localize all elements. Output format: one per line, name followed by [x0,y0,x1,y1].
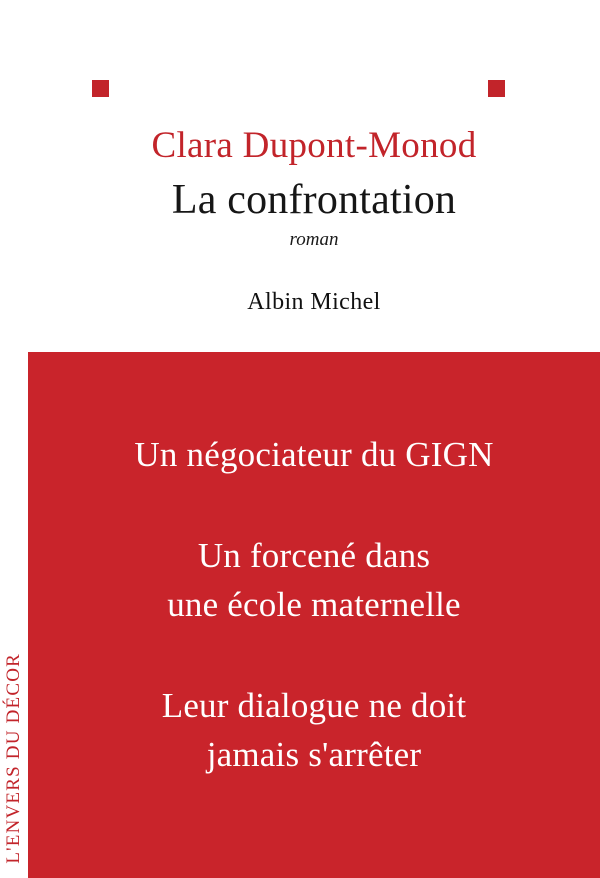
genre-label: roman [289,229,339,250]
blurb-line: Un négociateur du GIGN [134,435,494,474]
author-name: Clara Dupont-Monod [151,125,477,166]
publisher-name: Albin Michel [247,289,381,315]
collection-label: L'ENVERS DU DÉCOR [3,653,24,864]
decorative-square-right [488,80,505,97]
collection-spine-band [0,0,28,878]
cover-top-section [0,0,600,352]
blurb-block [134,430,493,479]
blurb-line: Leur dialogue ne doit [161,686,467,725]
blurb-line: jamais s'arrêter [206,735,422,774]
book-title: La confrontation [171,177,457,223]
decorative-square-left [92,80,109,97]
blurb-line: Un forcené dans [197,536,431,575]
blurb-block [162,681,467,779]
blurb-line: une école maternelle [167,585,461,624]
cover-blurb [28,352,600,878]
blurb-block [167,531,461,629]
